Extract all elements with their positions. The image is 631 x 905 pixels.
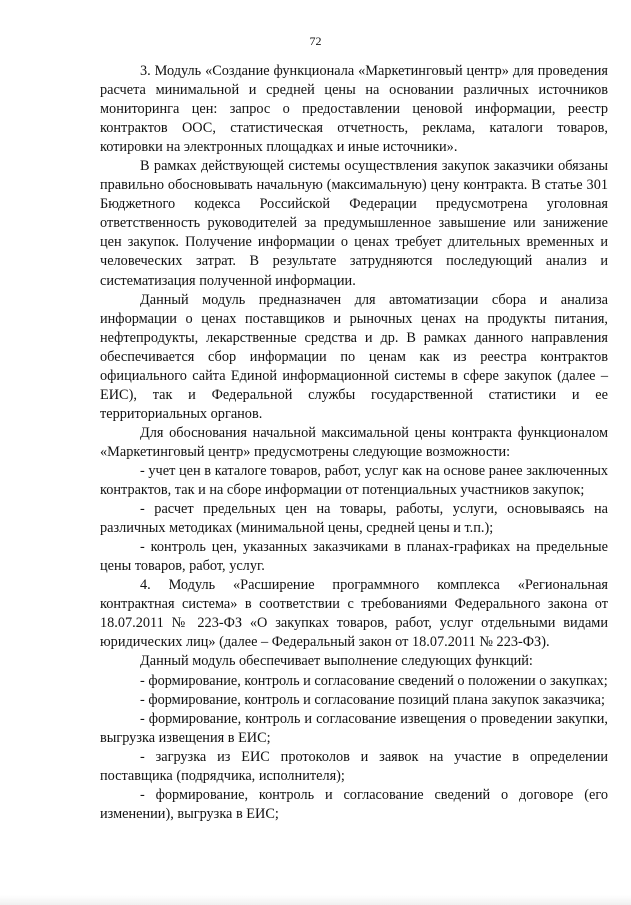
- document-body: [100, 62, 608, 824]
- list-item-price-control: - контроль цен, указанных заказчиками в планах-графиках на предельные цены товаров, работ, услуг.: [100, 539, 608, 575]
- list-item-price-catalog: - учет цен в каталоге товаров, работ, услуг как на основе ранее заключенных контрактов, так и на сборе информации от потенциальных участников закупок;: [100, 462, 608, 499]
- paragraph-capabilities-intro: Для обоснования начальной максимальной цены контракта функционалом «Маркетинговый центр» предусмотрены следующие возможности:: [100, 424, 608, 460]
- list-item-contract: - формирование, контроль и согласование сведений о договоре (его изменении), выгрузка в ЕИС;: [100, 786, 608, 822]
- list-item-protocols: - загрузка из ЕИС протоколов и заявок на участие в определении поставщика (подрядчика, исполнителя);: [100, 748, 608, 784]
- paragraph-module-purpose: Данный модуль предназначен для автоматизации сбора и анализа информации о ценах поставщиков и рыночных ценах на продукты питания, нефтепродукты, лекарственные средства и др. В рамках данного направления обеспечивается сбор информации по ценам как из реестра контрактов официального сайта Единой информационной системы в сфере закупок (далее – ЕИС), так и Федеральной службы государственной статистики и ее территориальных органов.: [100, 291, 608, 422]
- paragraph-procurement-context: В рамках действующей системы осуществления закупок заказчики обязаны правильно обосновывать начальную (максимальную) цену контракта. В статье 301 Бюджетного кодекса Российской Федерации предусмотрена уголовная ответственность руководителей за предумышленное завышение или занижение цен закупок. Получение информации о ценах требует длительных временных и человеческих затрат. В результате затрудняются последующий анализ и систематизация полученной информации.: [100, 158, 608, 289]
- list-item-regulation: - формирование, контроль и согласование сведений о положении о закупках;: [140, 672, 608, 689]
- list-item-notice: - формирование, контроль и согласование извещения о проведении закупки, выгрузка извещения в ЕИС;: [100, 710, 608, 746]
- page-number: 72: [309, 34, 322, 48]
- list-item-procurement-plan: - формирование, контроль и согласование позиций плана закупок заказчика;: [140, 691, 605, 708]
- paragraph-module-3: 3. Модуль «Создание функционала «Маркетинговый центр» для проведения расчета минимальной и средней цены на основании различных источников мониторинга цен: запрос о предоставлении ценовой информации, реестр контрактов ООС, статистическая отчетность, реклама, каталоги товаров, котировки на электронных площадках и иные источники».: [100, 63, 608, 156]
- list-item-limit-price-calc: - расчет предельных цен на товары, работы, услуги, основываясь на различных методиках (минимальной цены, средней цены и т.п.);: [100, 501, 608, 537]
- scan-edge: [0, 895, 631, 905]
- paragraph-module-4: 4. Модуль «Расширение программного комплекса «Региональная контрактная система» в соответствии с требованиями Федерального закона от 18.07.2011 № 223-ФЗ «О закупках товаров, работ, услуг отдельными видами юридических лиц» (далее – Федеральный закон от 18.07.2011 № 223-ФЗ).: [100, 577, 608, 651]
- paragraph-functions-intro: Данный модуль обеспечивает выполнение следующих функций:: [140, 653, 533, 670]
